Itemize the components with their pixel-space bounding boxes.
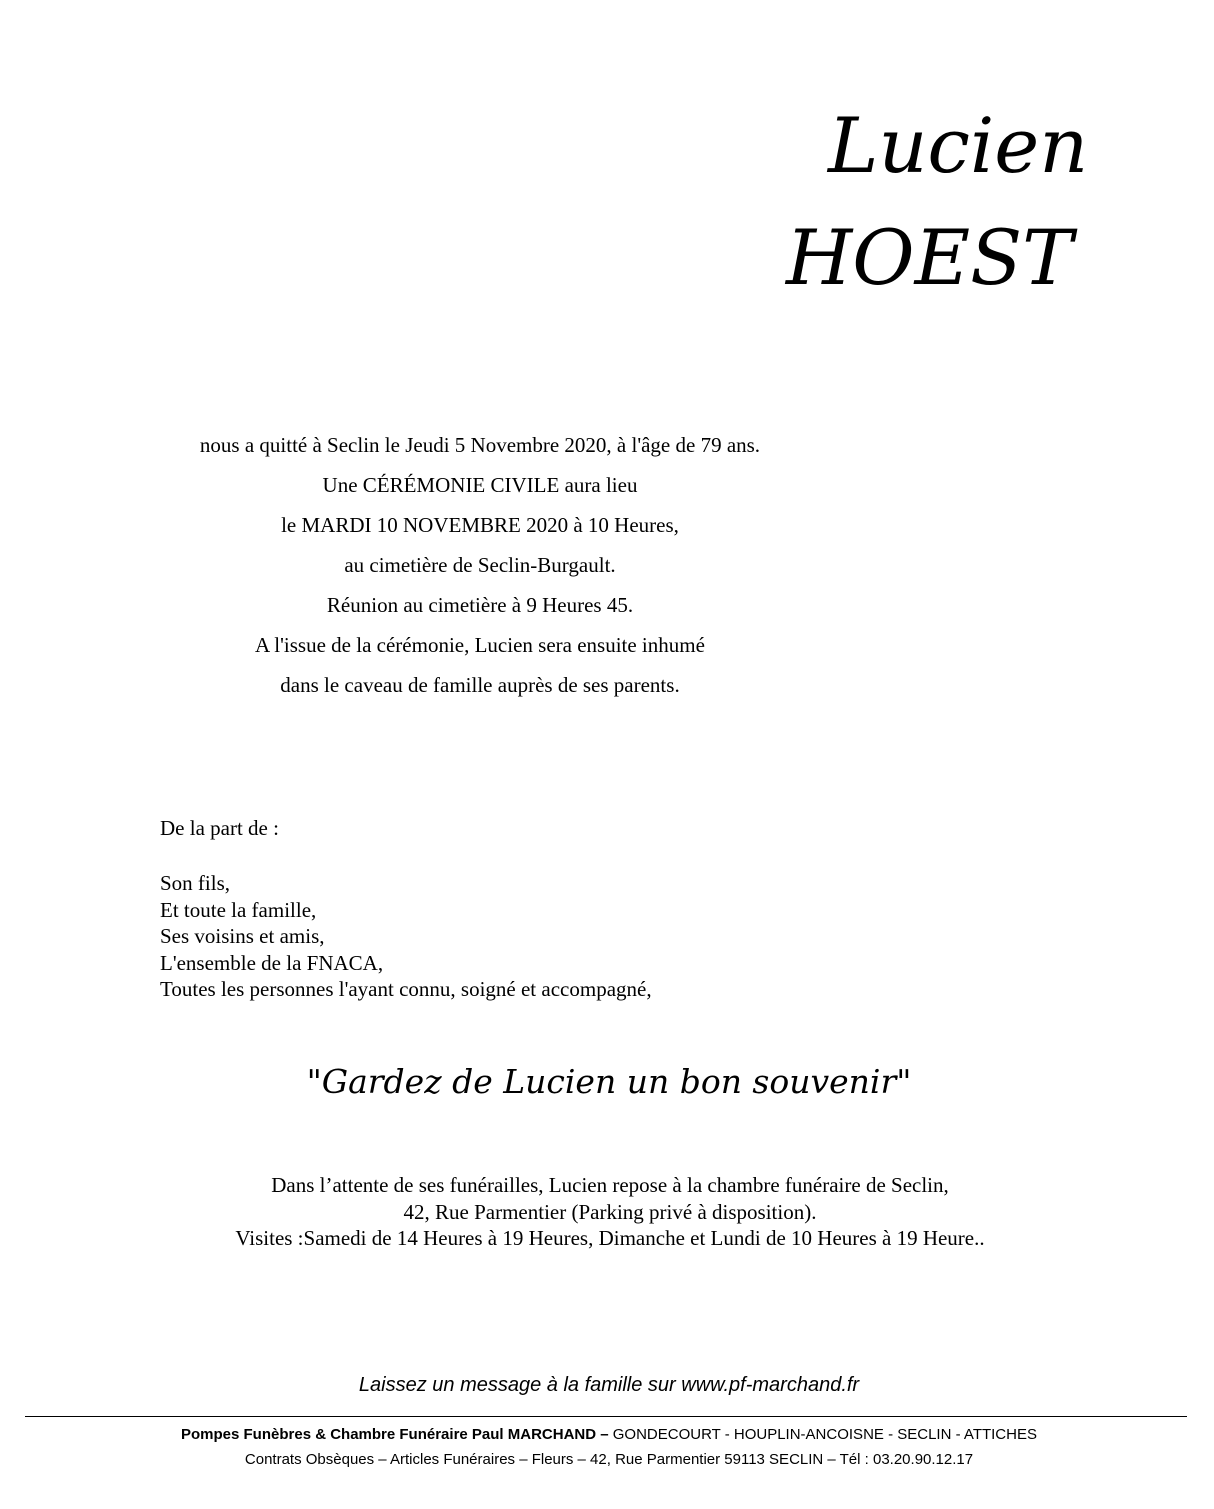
announcement-line: dans le caveau de famille auprès de ses parents.	[280, 673, 680, 697]
footer-company-name: Pompes Funèbres & Chambre Funéraire Paul MARCHAND –	[181, 1426, 609, 1443]
from-item: Et toute la famille,	[160, 897, 317, 922]
from-item: L'ensemble de la FNACA,	[160, 950, 384, 975]
visits-line: Visites :Samedi de 14 Heures à 19 Heures, Dimanche et Lundi de 10 Heures à 19 Heure..	[235, 1226, 985, 1250]
visits-line: Dans l’attente de ses funérailles, Lucien repose à la chambre funéraire de Seclin,	[271, 1173, 949, 1197]
leave-message-line: Laissez un message à la famille sur www.pf-marchand.fr	[358, 1374, 860, 1396]
memorial-quote: "Gardez de Lucien un bon souvenir"	[306, 1062, 912, 1101]
footer-locations: GONDECOURT - HOUPLIN-ANCOISNE - SECLIN - ATTICHES	[608, 1426, 1037, 1443]
footer-divider	[25, 1416, 1187, 1417]
announcement-line: au cimetière de Seclin-Burgault.	[344, 553, 616, 577]
announcement-block	[160, 425, 800, 705]
from-label: De la part de :	[160, 816, 279, 840]
deceased-first-name: Lucien	[828, 101, 1089, 190]
announcement-line: A l'issue de la cérémonie, Lucien sera ensuite inhumé	[255, 633, 705, 657]
announcement-line: nous a quitté à Seclin le Jeudi 5 Novembre 2020, à l'âge de 79 ans.	[199, 433, 761, 457]
visits-line: 42, Rue Parmentier (Parking privé à disposition).	[403, 1199, 817, 1224]
footer	[0, 1422, 1214, 1472]
footer-company-line	[0, 1422, 1214, 1447]
from-item: Son fils,	[160, 871, 231, 895]
announcement-line: Réunion au cimetière à 9 Heures 45.	[326, 593, 634, 617]
from-item: Toutes les personnes l'ayant connu, soigné et accompagné,	[160, 977, 652, 1001]
visits-block	[0, 1172, 1214, 1252]
footer-services-line: Contrats Obsèques – Articles Funéraires – Fleurs – 42, Rue Parmentier 59113 SECLIN – Tél : 03.20.90.12.17	[244, 1451, 974, 1468]
from-list	[160, 870, 652, 1003]
from-item: Ses voisins et amis,	[160, 924, 325, 948]
announcement-line: le MARDI 10 NOVEMBRE 2020 à 10 Heures,	[281, 513, 679, 537]
announcement-line: Une CÉRÉMONIE CIVILE aura lieu	[322, 473, 638, 497]
deceased-last-name: HOEST	[786, 213, 1073, 302]
